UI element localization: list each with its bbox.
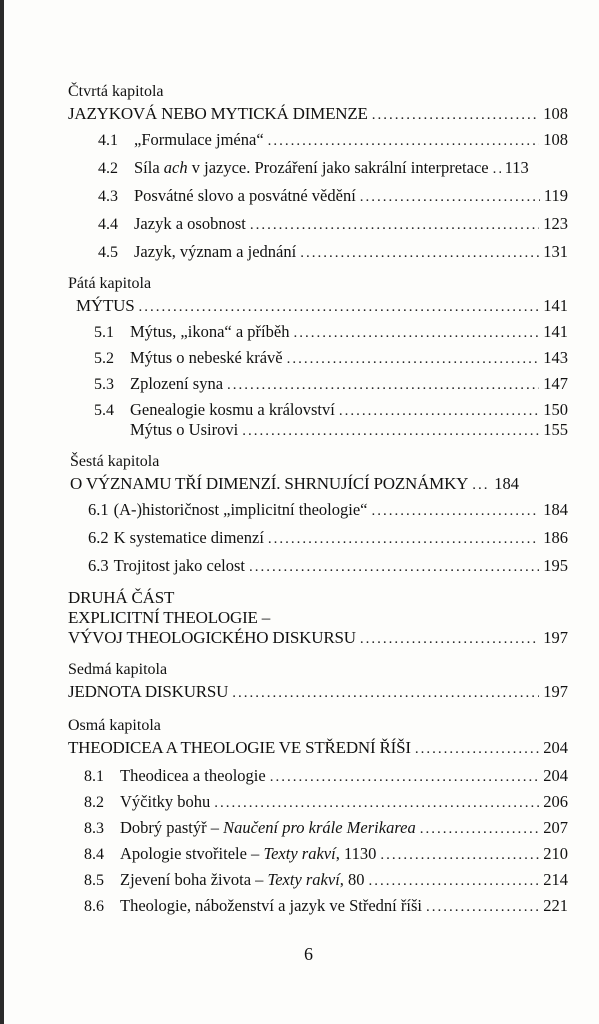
entry-number: 5.1 xyxy=(94,324,114,341)
chapter-title-line xyxy=(68,682,568,703)
toc-entry xyxy=(98,214,568,235)
entry-number: 8.2 xyxy=(84,794,104,811)
chapter-label-text: Sedmá kapitola xyxy=(68,661,168,678)
entry-number: 8.6 xyxy=(84,898,104,915)
chapter-title: MÝTUS xyxy=(76,296,135,315)
page-number: 195 xyxy=(543,556,568,575)
entry-title: Zplození syna xyxy=(130,374,224,393)
entry-title: Mýtus o nebeské krávě xyxy=(130,348,283,367)
page-number: 197 xyxy=(543,682,568,701)
entry-title: K systematice dimenzí xyxy=(113,528,264,547)
toc-entry xyxy=(88,556,568,577)
page-number: 204 xyxy=(543,766,568,785)
page-number: 141 xyxy=(543,322,568,341)
entry-title-plain: Dobrý pastýř – xyxy=(120,818,224,837)
page-number: 113 xyxy=(504,158,529,177)
chapter-label-text: Osmá kapitola xyxy=(68,717,161,734)
page-number: 184 xyxy=(494,474,519,493)
entry-number: 5.2 xyxy=(94,350,114,367)
leader-dots xyxy=(360,629,539,649)
chapter-title-line xyxy=(76,296,568,317)
chapter-label xyxy=(68,82,164,102)
leader-dots xyxy=(242,421,539,441)
toc-entry xyxy=(94,374,568,395)
entry-title-italic: Naučení pro krále Merikarea xyxy=(223,818,416,837)
toc-entry xyxy=(84,896,568,917)
entry-title xyxy=(120,870,365,890)
toc-entry xyxy=(98,242,568,263)
part-title-line xyxy=(68,628,568,649)
leader-dots xyxy=(232,683,539,703)
leader-dots xyxy=(493,159,501,179)
toc-entry xyxy=(98,130,568,151)
page-number: 207 xyxy=(543,818,568,837)
leader-dots xyxy=(415,739,539,759)
page-number: 206 xyxy=(543,792,568,811)
entry-number: 8.1 xyxy=(84,768,104,785)
leader-dots xyxy=(250,215,539,235)
toc-entry xyxy=(98,158,568,179)
entry-title: (A-)historičnost „implicitní theologie“ xyxy=(113,500,368,519)
chapter-title-line xyxy=(68,738,568,759)
page-number: 210 xyxy=(543,844,568,863)
leader-dots xyxy=(360,187,540,207)
entry-number: 4.3 xyxy=(98,188,118,205)
entry-title-italic: Texty rakví xyxy=(267,870,340,889)
entry-title: Jazyk a osobnost xyxy=(134,214,246,233)
part-title: EXPLICITNÍ THEOLOGIE – xyxy=(68,608,271,627)
leader-dots xyxy=(472,475,490,495)
entry-title xyxy=(120,818,416,838)
entry-number: 8.4 xyxy=(84,846,104,863)
entry-number: 4.2 xyxy=(98,160,118,177)
toc-entry xyxy=(84,792,568,813)
page-number: 108 xyxy=(543,104,568,123)
toc-entry xyxy=(84,766,568,787)
leader-dots xyxy=(371,501,539,521)
chapter-title: O VÝZNAMU TŘÍ DIMENZÍ. SHRNUJÍCÍ POZNÁMKY xyxy=(70,474,469,493)
chapter-title-line xyxy=(70,474,568,495)
chapter-label xyxy=(70,452,159,472)
part-title-line xyxy=(68,608,270,628)
page-number: 150 xyxy=(543,400,568,419)
entry-title-suffix: , 1130 xyxy=(335,844,377,863)
page-number: 221 xyxy=(543,896,568,915)
chapter-label xyxy=(68,660,167,680)
entry-title: Theologie, náboženství a jazyk ve Střední říši xyxy=(120,896,422,915)
toc-entry xyxy=(98,186,568,207)
entry-number: 6.3 xyxy=(88,556,109,575)
toc-entry xyxy=(94,348,568,369)
entry-number: 6.2 xyxy=(88,528,109,547)
entry-title: Trojitost jako celost xyxy=(113,556,246,575)
entry-number: 5.4 xyxy=(94,402,114,419)
page-number: 186 xyxy=(543,528,568,547)
chapter-label-text: Čtvrtá kapitola xyxy=(68,83,164,100)
chapter-label-text: Pátá kapitola xyxy=(68,275,152,292)
chapter-label-text: Šestá kapitola xyxy=(70,453,160,470)
entry-title: Theodicea a theologie xyxy=(120,766,266,785)
entry-number: 5.3 xyxy=(94,376,114,393)
entry-number: 6.1 xyxy=(88,500,109,519)
leader-dots xyxy=(227,375,539,395)
part-title: DRUHÁ ČÁST xyxy=(68,588,175,607)
entry-number: 4.5 xyxy=(98,244,118,261)
leader-dots xyxy=(268,529,539,549)
entry-number: 8.5 xyxy=(84,872,104,889)
leader-dots xyxy=(426,897,539,917)
page-number: 155 xyxy=(543,420,568,439)
entry-title: Mýtus o Usirovi xyxy=(130,420,239,439)
entry-title: Výčitky bohu xyxy=(120,792,211,811)
toc-entry xyxy=(94,400,568,421)
entry-title: Genealogie kosmu a království xyxy=(130,400,335,419)
leader-dots xyxy=(270,767,540,787)
part-title: VÝVOJ THEOLOGICKÉHO DISKURSU xyxy=(68,628,356,647)
entry-number: 4.4 xyxy=(98,216,118,233)
page-footer-number: 6 xyxy=(304,944,313,964)
leader-dots xyxy=(380,845,539,865)
leader-dots xyxy=(268,131,540,151)
page-number: 108 xyxy=(543,130,568,149)
leader-dots xyxy=(214,793,539,813)
page-number: 143 xyxy=(543,348,568,367)
entry-title: „Formulace jména“ xyxy=(134,130,264,149)
page-number: 184 xyxy=(543,500,568,519)
page-number: 204 xyxy=(543,738,568,757)
chapter-label xyxy=(68,274,151,294)
toc-entry xyxy=(88,528,568,549)
leader-dots xyxy=(139,297,540,317)
leader-dots xyxy=(287,349,540,369)
leader-dots xyxy=(372,105,540,125)
entry-title: Síla ach v jazyce. Prozáření jako sakrální interpretace xyxy=(134,158,489,177)
page-number: 147 xyxy=(543,374,568,393)
part-title-line xyxy=(68,588,174,608)
leader-dots xyxy=(249,557,539,577)
entry-title xyxy=(120,844,376,864)
entry-title: Mýtus, „ikona“ a příběh xyxy=(130,322,290,341)
chapter-title: JAZYKOVÁ NEBO MYTICKÁ DIMENZE xyxy=(68,104,368,123)
leader-dots xyxy=(300,243,539,263)
toc-entry xyxy=(84,818,568,839)
page-number: 123 xyxy=(543,214,568,233)
page-number: 214 xyxy=(543,870,568,889)
entry-number: 8.3 xyxy=(84,820,104,837)
entry-title-plain: Apologie stvořitele – xyxy=(120,844,264,863)
entry-title: Jazyk, význam a jednání xyxy=(134,242,297,261)
page-number: 119 xyxy=(543,186,568,205)
toc-entry xyxy=(88,500,568,521)
entry-title-plain: Zjevení boha života – xyxy=(120,870,268,889)
entry-title: Posvátné slovo a posvátné vědění xyxy=(134,186,356,205)
chapter-title: JEDNOTA DISKURSU xyxy=(68,682,229,701)
toc-entry xyxy=(84,870,568,891)
leader-dots xyxy=(369,871,540,891)
chapter-title: THEODICEA A THEOLOGIE VE STŘEDNÍ ŘÍŠI xyxy=(68,738,411,757)
entry-title-suffix: , 80 xyxy=(339,870,365,889)
leader-dots xyxy=(293,323,539,343)
toc-entry xyxy=(94,322,568,343)
page-number: 197 xyxy=(543,628,568,647)
page-number: 131 xyxy=(543,242,568,261)
toc-entry xyxy=(130,420,568,441)
leader-dots xyxy=(339,401,539,421)
toc-entry xyxy=(84,844,568,865)
leader-dots xyxy=(420,819,540,839)
chapter-title-line xyxy=(68,104,568,125)
page-number: 141 xyxy=(543,296,568,315)
entry-number: 4.1 xyxy=(98,132,118,149)
chapter-label xyxy=(68,716,161,736)
entry-title-italic: Texty rakví xyxy=(263,844,336,863)
